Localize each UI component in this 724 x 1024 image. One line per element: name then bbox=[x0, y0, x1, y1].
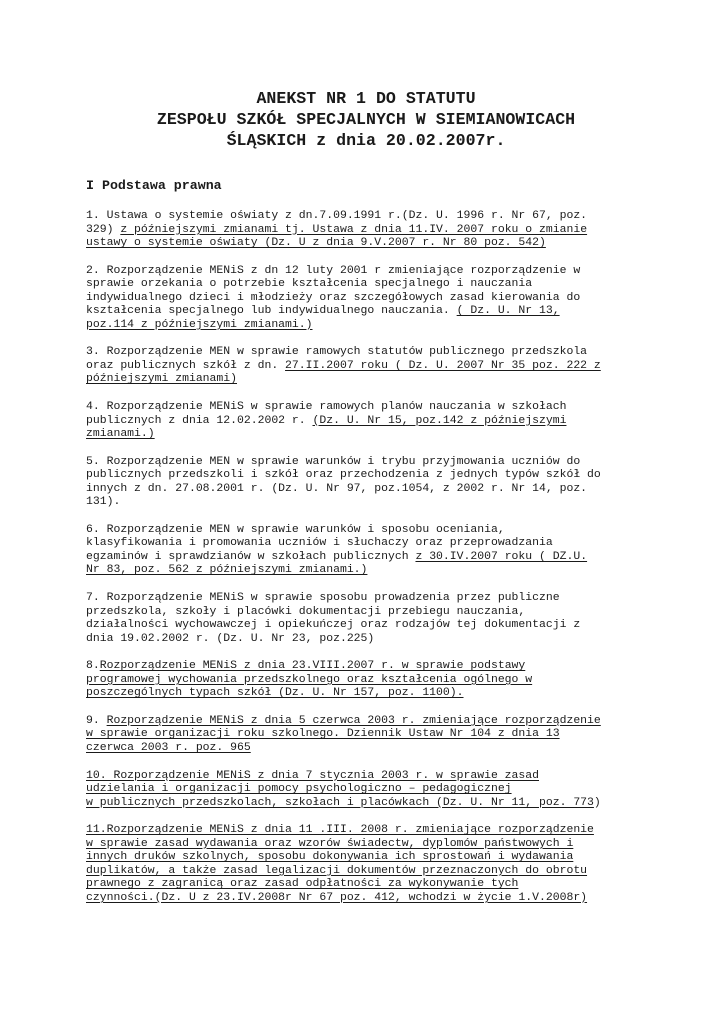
item-line bbox=[86, 236, 646, 250]
underlined-text: w publicznych przedszkolach, szkołach i placówkach (Dz. U. Nr 11, poz. 773 bbox=[86, 795, 594, 809]
item-line bbox=[86, 891, 646, 905]
item-line bbox=[86, 455, 646, 469]
legal-basis-item bbox=[86, 714, 646, 755]
underlined-text: czynności.(Dz. U z 23.IV.2008r Nr 67 poz. 412, wchodzi w życie 1.V.2008r) bbox=[86, 890, 588, 904]
item-line bbox=[86, 372, 646, 386]
text-segment: 2. Rozporządzenie MENiS z dn 12 luty 2001 r zmieniające rozporządzenie w bbox=[86, 263, 581, 277]
item-line bbox=[86, 605, 646, 619]
item-line bbox=[86, 877, 646, 891]
legal-basis-item bbox=[86, 659, 646, 700]
item-line bbox=[86, 769, 646, 783]
underlined-text: w sprawie zasad wydawania oraz wzorów świadectw, dyplomów państwowych i bbox=[86, 836, 574, 850]
title-line-1: ANEKST NR 1 DO STATUTU bbox=[256, 89, 476, 108]
item-line bbox=[86, 495, 646, 509]
legal-basis-item bbox=[86, 455, 646, 509]
text-segment: indywidualnego dzieci i młodzieży oraz szczegółowych zasad kierowania do bbox=[86, 290, 581, 304]
text-segment: 6. Rozporządzenie MEN w sprawie warunków i sposobu oceniania, bbox=[86, 522, 505, 536]
legal-basis-item bbox=[86, 209, 646, 250]
text-segment: dnia 19.02.2002 r. (Dz. U. Nr 23, poz.225) bbox=[86, 631, 375, 645]
section-heading: I Podstawa prawna bbox=[86, 178, 222, 193]
text-segment: 329) bbox=[86, 222, 121, 236]
item-line bbox=[86, 782, 646, 796]
underlined-text: ustawy o systemie oświaty (Dz. U z dnia 9.V.2007 r. Nr 80 poz. 542) bbox=[86, 236, 546, 250]
item-line bbox=[86, 632, 646, 646]
legal-basis-item bbox=[86, 823, 646, 904]
underlined-text: w sprawie organizacji roku szkolnego. Dziennik Ustaw Nr 104 z dnia 13 bbox=[86, 727, 560, 741]
item-line bbox=[86, 673, 646, 687]
text-segment: 1. Ustawa o systemie oświaty z dn.7.09.1991 r.(Dz. U. 1996 r. Nr 67, poz. bbox=[86, 209, 588, 222]
item-line bbox=[86, 277, 646, 291]
item-line bbox=[86, 714, 646, 728]
underlined-text: 27.II.2007 roku ( Dz. U. 2007 Nr 35 poz. 222 z bbox=[285, 358, 601, 372]
legal-basis-item bbox=[86, 400, 646, 441]
item-line bbox=[86, 414, 646, 428]
item-line bbox=[86, 741, 646, 755]
item-line bbox=[86, 823, 646, 837]
text-segment: przedszkola, szkoły i placówki dokumentacji przebiegu nauczania, bbox=[86, 604, 526, 618]
underlined-text: (Dz. U. Nr 15, poz.142 z późniejszymi bbox=[312, 413, 567, 427]
item-line bbox=[86, 550, 646, 564]
legal-basis-item bbox=[86, 345, 646, 386]
item-line bbox=[86, 686, 646, 700]
item-line bbox=[86, 837, 646, 851]
item-line bbox=[86, 536, 646, 550]
item-line bbox=[86, 359, 646, 373]
underlined-text: duplikatów, a także zasad legalizacji dokumentów przeznaczonych do obrotu bbox=[86, 863, 588, 877]
text-segment: 3. Rozporządzenie MEN w sprawie ramowych statutów publicznego przedszkola bbox=[86, 345, 588, 359]
text-segment: publicznych przedszkoli i szkół oraz przechodzenia z jednych typów szkół do bbox=[86, 468, 601, 482]
item-line bbox=[86, 563, 646, 577]
item-line bbox=[86, 468, 646, 482]
text-segment: 9. bbox=[86, 713, 107, 727]
text-segment: 5. Rozporządzenie MEN w sprawie warunków i trybu przyjmowania uczniów do bbox=[86, 454, 581, 468]
document-title bbox=[86, 88, 646, 151]
item-line bbox=[86, 264, 646, 278]
item-line bbox=[86, 209, 646, 223]
item-line bbox=[86, 482, 646, 496]
legal-basis-item bbox=[86, 769, 646, 810]
text-segment: ) bbox=[593, 795, 601, 809]
underlined-text: z późniejszymi zmianami tj. Ustawa z dnia 11.IV. 2007 roku o zmianie bbox=[120, 222, 588, 236]
text-segment: 7. Rozporządzenie MENiS w sprawie sposobu prowadzenia przez publiczne bbox=[86, 591, 560, 605]
underlined-text: innych druków szkolnych, sposobu dokonywania ich sprostowań i wydawania bbox=[86, 850, 574, 864]
item-line bbox=[86, 427, 646, 441]
item-line bbox=[86, 850, 646, 864]
item-line bbox=[86, 223, 646, 237]
title-line-3: ŚLĄSKICH z dnia 20.02.2007r. bbox=[226, 131, 506, 150]
legal-basis-list bbox=[86, 209, 646, 904]
underlined-text: Rozporządzenie MENiS z dnia 23.VIII.2007 r. w sprawie podstawy bbox=[99, 659, 526, 673]
underlined-text: 10. Rozporządzenie MENiS z dnia 7 stycznia 2003 r. w sprawie zasad bbox=[86, 768, 539, 782]
title-line-2: ZESPOŁU SZKÓŁ SPECJALNYCH W SIEMIANOWICACH bbox=[156, 110, 576, 129]
underlined-text: programowej wychowania przedszkolnego oraz kształcenia ogólnego w bbox=[86, 672, 533, 686]
text-segment: 4. Rozporządzenie MENiS w sprawie ramowych planów nauczania w szkołach bbox=[86, 400, 567, 414]
text-segment: 131). bbox=[86, 495, 121, 509]
text-segment: kształcenia specjalnego lub indywidualnego nauczania. bbox=[86, 304, 457, 318]
item-line bbox=[86, 318, 646, 332]
underlined-text: Rozporządzenie MENiS z dnia 5 czerwca 2003 r. zmieniające rozporządzenie bbox=[106, 713, 601, 727]
text-segment: egzaminów i sprawdzianów w szkołach publicznych bbox=[86, 549, 416, 563]
item-line bbox=[86, 345, 646, 359]
underlined-text: ( Dz. U. Nr 13, bbox=[456, 304, 560, 318]
text-segment: oraz publicznych szkół z dn. bbox=[86, 358, 286, 372]
item-line bbox=[86, 727, 646, 741]
item-line bbox=[86, 864, 646, 878]
underlined-text: późniejszymi zmianami) bbox=[86, 372, 237, 386]
legal-basis-item bbox=[86, 591, 646, 645]
legal-basis-item bbox=[86, 523, 646, 577]
item-line bbox=[86, 523, 646, 537]
underlined-text: poz.114 z późniejszymi zmianami.) bbox=[86, 317, 313, 331]
underlined-text: prawnego z zagranicą oraz zasad odpłatności za wykonywanie tych bbox=[86, 877, 519, 891]
item-line bbox=[86, 591, 646, 605]
underlined-text: udzielania i organizacji pomocy psychologiczno – pedagogicznej bbox=[86, 782, 512, 796]
item-line bbox=[86, 659, 646, 673]
underlined-text: Nr 83, poz. 562 z późniejszymi zmianami.) bbox=[86, 563, 368, 577]
item-line bbox=[86, 291, 646, 305]
text-segment: publicznych z dnia 12.02.2002 r. bbox=[86, 413, 313, 427]
text-segment: sprawie orzekania o potrzebie kształcenia specjalnego i nauczania bbox=[86, 277, 533, 291]
underlined-text: zmianami.) bbox=[86, 427, 155, 441]
text-segment: innych z dn. 27.08.2001 r. (Dz. U. Nr 97, poz.1054, z 2002 r. Nr 14, poz. bbox=[86, 481, 588, 495]
underlined-text: z 30.IV.2007 roku ( DZ.U. bbox=[415, 549, 588, 563]
item-line bbox=[86, 400, 646, 414]
text-segment: 8. bbox=[86, 659, 100, 673]
item-line bbox=[86, 304, 646, 318]
underlined-text: 11.Rozporządzenie MENiS z dnia 11 .III. 2008 r. zmieniające rozporządzenie bbox=[86, 823, 594, 837]
text-segment: klasyfikowania i promowania uczniów i słuchaczy oraz przeprowadzania bbox=[86, 536, 553, 550]
underlined-text: poszczególnych typach szkół (Dz. U. Nr 157, poz. 1100). bbox=[86, 686, 464, 700]
item-line bbox=[86, 796, 646, 810]
underlined-text: czerwca 2003 r. poz. 965 bbox=[86, 740, 251, 754]
item-line bbox=[86, 618, 646, 632]
text-segment: działalności wychowawczej i opiekuńczej oraz rodzajów tej dokumentacji z bbox=[86, 618, 581, 632]
document-page bbox=[86, 0, 646, 918]
legal-basis-item bbox=[86, 264, 646, 332]
